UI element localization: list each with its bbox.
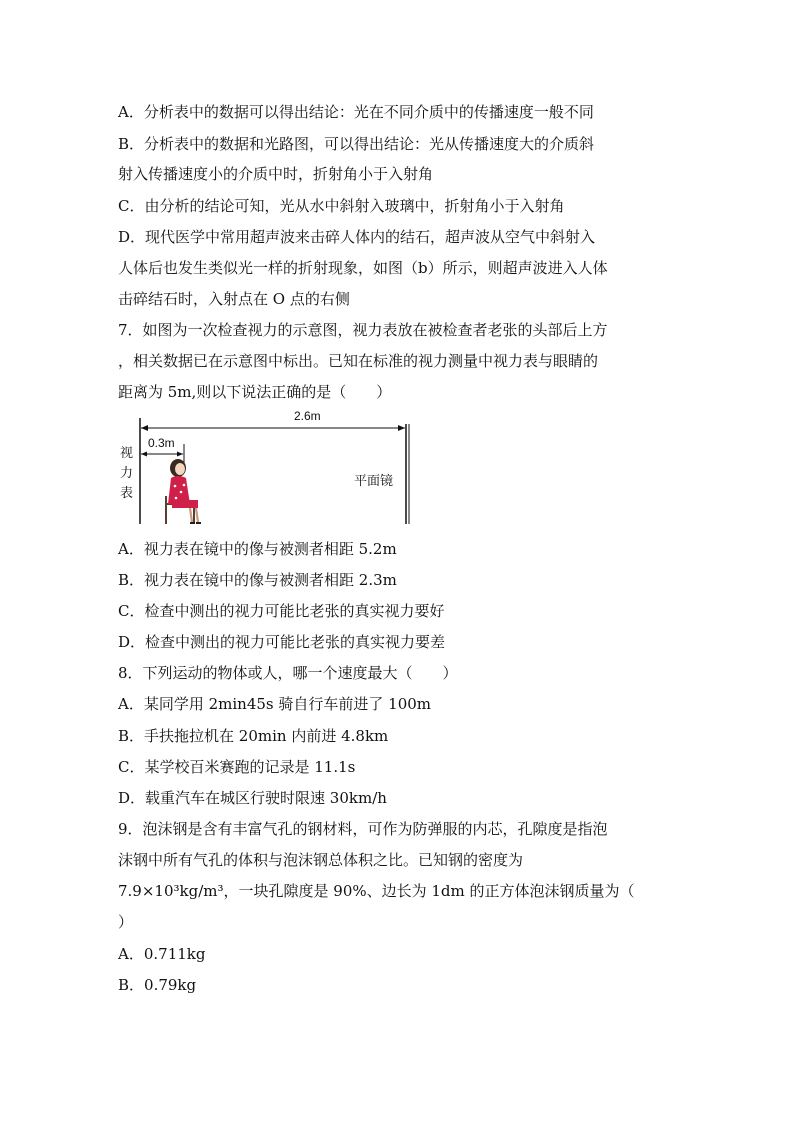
option-7c: C．检查中测出的视力可能比老张的真实视力要好 <box>118 602 445 620</box>
arrow-right-total <box>398 425 405 431</box>
option-8b: B．手扶拖拉机在 20min 内前进 4.8km <box>118 727 389 745</box>
question-9-line2: 沫钢中所有气孔的体积与泡沫钢总体积之比。已知钢的密度为 <box>118 851 524 869</box>
option-8a: A．某同学用 2min45s 骑自行车前进了 100m <box>118 695 432 713</box>
option-8c: C．某学校百米赛跑的记录是 11.1s <box>118 758 356 776</box>
arrow-left-near <box>141 452 147 457</box>
option-8d: D．载重汽车在城区行驶时限速 30km/h <box>118 789 387 807</box>
option-7a: A．视力表在镜中的像与被测者相距 5.2m <box>118 540 397 558</box>
question-9-line3: 7.9×10³kg/m³，一块孔隙度是 90%、边长为 1dm 的正方体泡沫钢质量为（ <box>118 882 635 900</box>
chart-label-char-3: 表 <box>120 486 134 501</box>
question-9-line4: ） <box>118 913 134 931</box>
chart-label-char-1: 视 <box>120 446 134 461</box>
diagram-drawing <box>118 408 418 530</box>
option-9b: B．0.79kg <box>118 976 197 994</box>
option-7d: D．检查中测出的视力可能比老张的真实视力要差 <box>118 633 446 651</box>
option-6d-line1: D．现代医学中常用超声波来击碎人体内的结石，超声波从空气中斜射入 <box>118 228 596 246</box>
option-6b-line1: B．分析表中的数据和光路图，可以得出结论：光从传播速度大的介质斜 <box>118 135 595 153</box>
option-9a: A．0.711kg <box>118 945 206 963</box>
question-7-line2: ，相关数据已在示意图中标出。已知在标准的视力测量中视力表与眼睛的 <box>118 352 599 370</box>
option-6d-line3: 击碎结石时，入射点在 O 点的右侧 <box>118 290 350 308</box>
option-6a: A．分析表中的数据可以得出结论：光在不同介质中的传播速度一般不同 <box>118 103 594 121</box>
distance-total-label: 2.6m <box>294 409 321 423</box>
arrow-left-total <box>141 425 148 431</box>
option-6b-line2: 射入传播速度小的介质中时，折射角小于入射角 <box>118 165 434 183</box>
option-6c: C．由分析的结论可知，光从水中斜射入玻璃中，折射角小于入射角 <box>118 197 565 215</box>
option-7b: B．视力表在镜中的像与被测者相距 2.3m <box>118 571 397 589</box>
mirror-label: 平面镜 <box>354 473 394 488</box>
question-7-line3: 距离为 5m,则以下说法正确的是（ ） <box>118 383 392 401</box>
option-6d-line2: 人体后也发生类似光一样的折射现象，如图（b）所示，则超声波进入人体 <box>118 259 608 277</box>
chart-label-char-2: 力 <box>120 466 134 481</box>
question-8: 8．下列运动的物体或人，哪一个速度最大（ ） <box>118 664 458 682</box>
eye-test-diagram <box>118 408 418 530</box>
question-9-line1: 9．泡沫钢是含有丰富气孔的钢材料，可作为防弹服的内芯，孔隙度是指泡 <box>118 820 608 838</box>
person-figure <box>166 459 201 524</box>
question-7-line1: 7．如图为一次检查视力的示意图，视力表放在被检查者老张的头部后上方 <box>118 321 608 339</box>
distance-near-label: 0.3m <box>148 436 175 450</box>
arrow-right-near <box>177 452 183 457</box>
